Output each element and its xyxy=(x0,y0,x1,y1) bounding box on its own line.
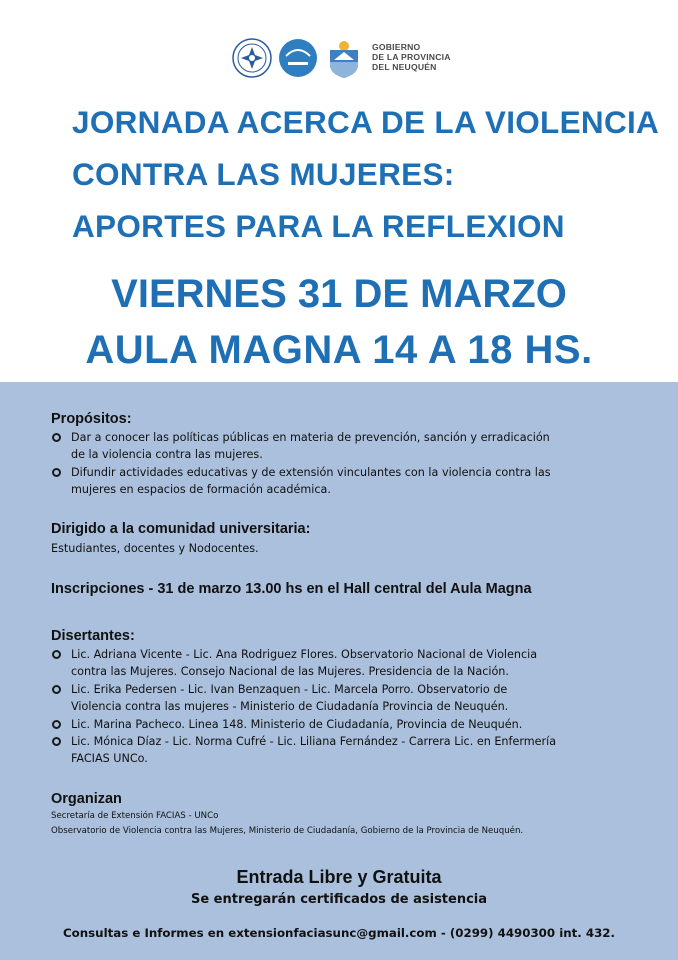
list-item xyxy=(51,464,551,499)
gov-line-3: DEL NEUQUÉN xyxy=(372,62,437,72)
date-line-1: VIERNES 31 DE MARZO xyxy=(111,272,567,316)
bullet-icon xyxy=(52,737,61,746)
disertante-text: Lic. Erika Pedersen - Lic. Ivan Benzaquen - Lic. Marcela Porro. Observatorio de Violencia contra las mujeres - Ministerio de Ciudadanía Provincia de Neuquén. xyxy=(71,682,509,714)
bullet-icon xyxy=(52,650,61,659)
bullet-icon xyxy=(52,720,61,729)
event-date xyxy=(0,266,678,378)
dirigido-heading: Dirigido a la comunidad universitaria: xyxy=(51,521,311,537)
event-info xyxy=(0,382,678,960)
event-title xyxy=(72,96,672,252)
list-item xyxy=(51,429,551,464)
logo-strip xyxy=(232,36,472,80)
facias-logo-icon xyxy=(278,38,318,78)
inscripciones-text: Inscripciones - 31 de marzo 13.00 hs en el Hall central del Aula Magna xyxy=(51,581,532,597)
list-item xyxy=(51,716,556,733)
list-item xyxy=(51,681,556,716)
disertante-text: Lic. Mónica Díaz - Lic. Norma Cufré - Lic. Liliana Fernández - Carrera Lic. en Enfermería FACIAS UNCo. xyxy=(71,735,557,766)
proposito-text: Difundir actividades educativas y de extensión vinculantes con la violencia contra las mujeres en espacios de formación académica. xyxy=(71,465,551,497)
title-line-2: CONTRA LAS MUJERES: xyxy=(72,156,455,192)
disertante-text: Lic. Adriana Vicente - Lic. Ana Rodriguez Flores. Observatorio Nacional de Violencia contra las Mujeres. Consejo Nacional de las Mujeres. Presidencia de la Nación. xyxy=(71,648,538,679)
bullet-icon xyxy=(52,433,61,442)
organizer-line: Secretaría de Extensión FACIAS - UNCo xyxy=(51,811,219,821)
entrada-libre-text: Entrada Libre y Gratuita xyxy=(236,867,442,887)
title-line-1: JORNADA ACERCA DE LA VIOLENCIA xyxy=(72,104,660,140)
list-item xyxy=(51,646,556,681)
gov-line-1: GOBIERNO xyxy=(372,42,421,52)
propositos-list xyxy=(51,429,551,499)
proposito-text: Dar a conocer las políticas públicas en materia de prevención, sanción y erradicación de la violencia contra las mujeres. xyxy=(71,431,550,462)
disertante-text: Lic. Marina Pacheco. Linea 148. Ministerio de Ciudadanía, Provincia de Neuquén. xyxy=(71,717,523,731)
title-line-3: APORTES PARA LA REFLEXION xyxy=(72,208,565,244)
certificados-text: Se entregarán certificados de asistencia xyxy=(190,892,488,907)
bullet-icon xyxy=(52,685,61,694)
bullet-icon xyxy=(52,468,61,477)
gov-line-2: DE LA PROVINCIA xyxy=(372,52,451,62)
province-shield-icon xyxy=(324,38,364,80)
disertantes-heading: Disertantes: xyxy=(51,628,135,644)
organizer-line: Observatorio de Violencia contra las Mujeres, Ministerio de Ciudadanía, Gobierno de la Provincia de Neuquén. xyxy=(51,826,524,836)
list-item xyxy=(51,733,556,768)
propositos-heading: Propósitos: xyxy=(51,411,132,427)
poster-header xyxy=(0,0,678,382)
date-line-2: AULA MAGNA 14 A 18 HS. xyxy=(85,328,593,372)
dirigido-text: Estudiantes, docentes y Nodocentes. xyxy=(51,542,259,555)
government-label xyxy=(372,42,451,72)
disertantes-list xyxy=(51,646,556,768)
contact-info: Consultas e Informes en extensionfaciasunc@gmail.com - (0299) 4490300 int. 432. xyxy=(63,926,615,940)
university-seal-icon xyxy=(232,38,272,78)
organizan-heading: Organizan xyxy=(51,791,122,807)
